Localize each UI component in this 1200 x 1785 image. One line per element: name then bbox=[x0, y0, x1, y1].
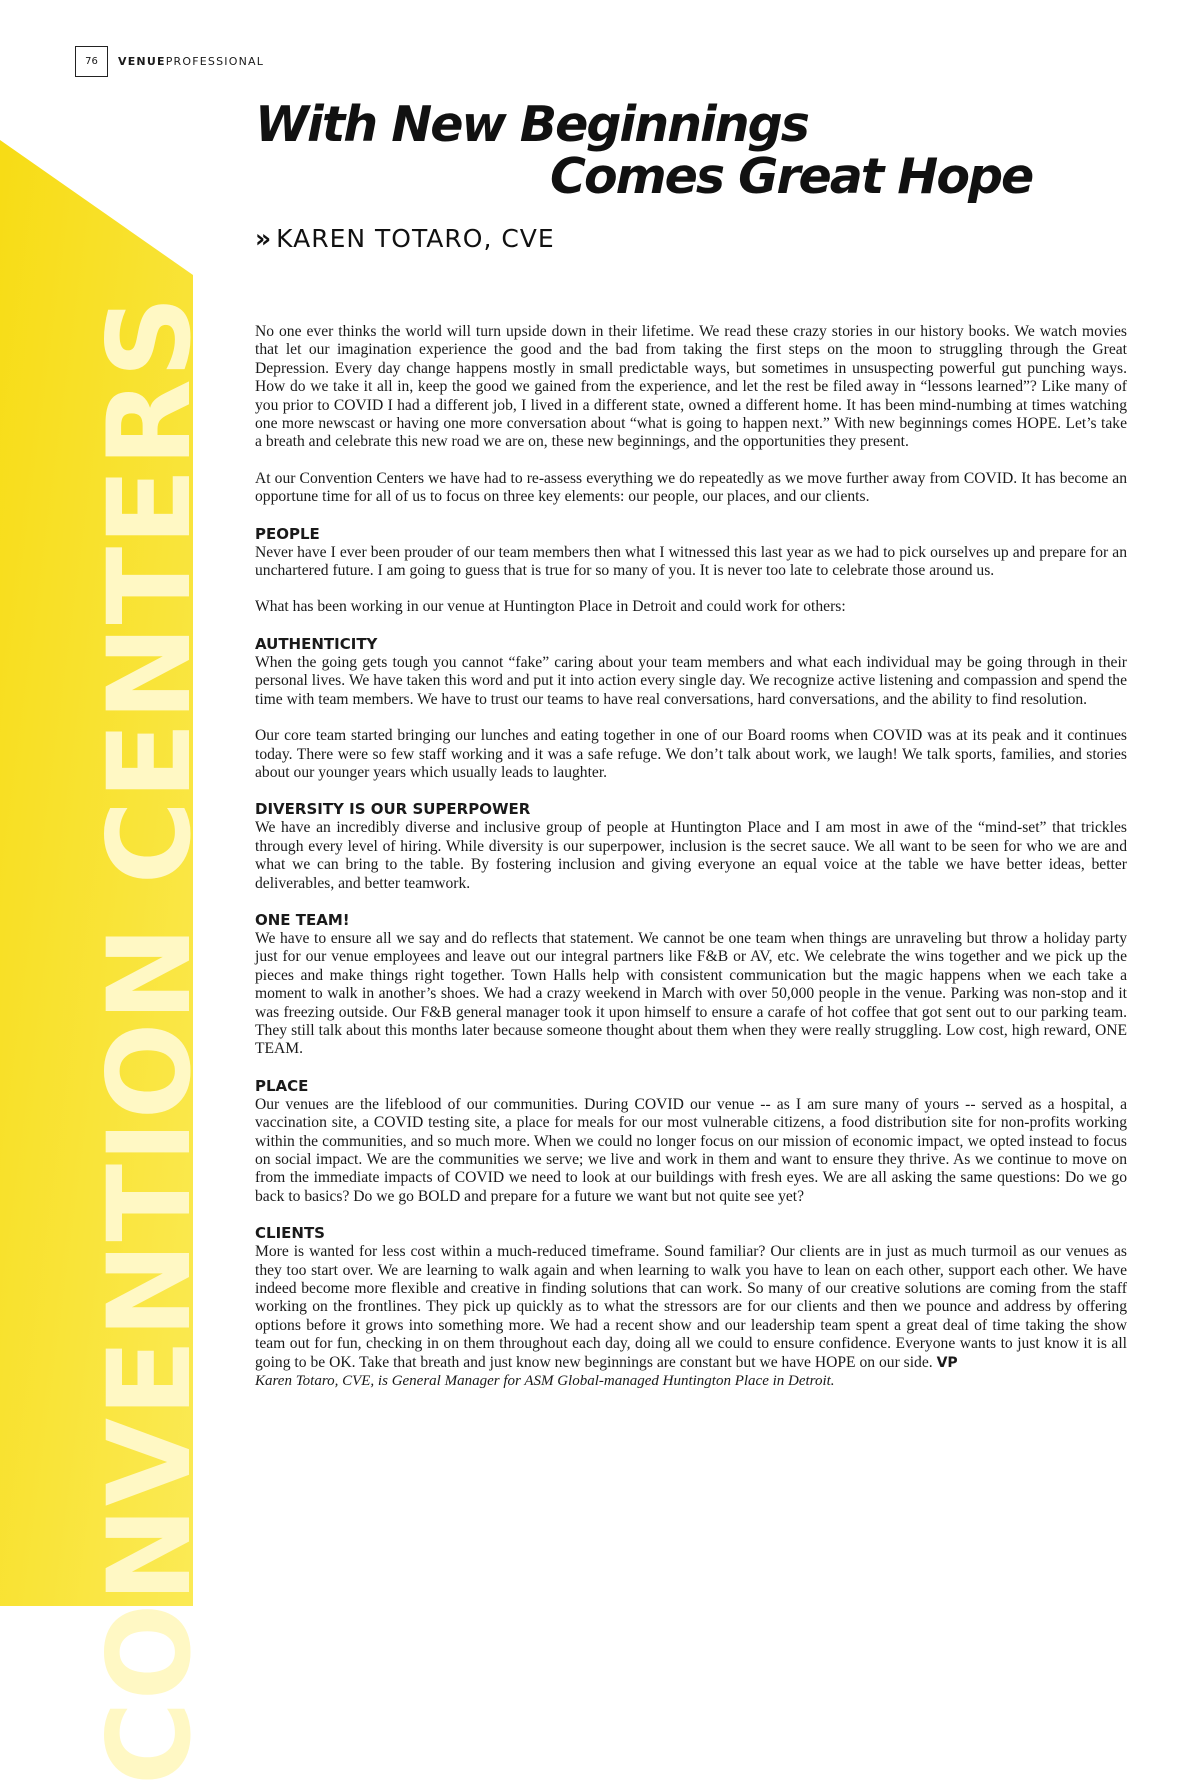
author-bio: Karen Totaro, CVE, is General Manager for ASM Global-managed Huntington Place in Detroit. bbox=[255, 1373, 835, 1390]
people-paragraph-2: What has been working in our venue at Huntington Place in Detroit and could work for others: bbox=[255, 598, 846, 616]
section-heading-place: PLACE bbox=[255, 1076, 309, 1095]
article-title-line-2: Comes Great Hope bbox=[550, 148, 1033, 205]
section-heading-diversity: DIVERSITY IS OUR SUPERPOWER bbox=[255, 800, 531, 819]
clients-paragraph-wrap bbox=[255, 1243, 1127, 1372]
article-title-line-1: With New Beginnings bbox=[255, 96, 808, 153]
section-heading-authenticity: AUTHENTICITY bbox=[255, 634, 378, 653]
section-heading-one-team: ONE TEAM! bbox=[255, 910, 350, 929]
intro-paragraph-1: No one ever thinks the world will turn upside down in their lifetime. We read these crazy stories in our history books. We watch movies that let our imagination experience the good and the bad from taking the first steps on the moon to struggling through the Great Depression. Every day change happens mostly in small predictable ways, but sometimes in unsuspecting powerful gut punching ways. How do we take it all in, keep the good we gained from the experience, and let the rest be filed away in “lessons learned”? Like many of you prior to COVID I had a different job, I lived in a different state, owned a different home. It has been mind-numbing at times watching one more newscast or having one more conversation about “what is going to happen next.” With new beginnings comes HOPE. Let’s take a breath and celebrate this new road we are on, these new beginnings, and the opportunities they present. bbox=[255, 323, 1127, 451]
section-heading-clients: CLIENTS bbox=[255, 1224, 325, 1243]
section-label-vertical: CONVENTION CENTERS bbox=[83, 294, 216, 1785]
people-paragraph-1: Never have I ever been prouder of our team members then what I witnessed this last year as we had to pick ourselves up and prepare for an unchartered future. I am going to guess that is true for so many of you. It is never too late to celebrate those around us. bbox=[255, 543, 1127, 580]
end-mark: VP bbox=[936, 1354, 958, 1371]
article-body bbox=[255, 323, 1127, 1408]
authenticity-paragraph-2: Our core team started bringing our lunches and eating together in one of our Board rooms when COVID was at its peak and it continues today. There were so few staff working and it was a safe refuge. We don’t talk about work, we laugh! We talk sports, families, and stories about our younger years which usually leads to laughter. bbox=[255, 727, 1127, 781]
authenticity-paragraph-1: When the going gets tough you cannot “fake” caring about your team members and what each individual may be going through in their personal lives. We have taken this word and put it into action every single day. We recognize active listening and compassion and spend the time with team members. We have to trust our teams to have real conversations, hard conversations, and the ability to find resolution. bbox=[255, 653, 1127, 708]
masthead bbox=[118, 55, 264, 68]
clients-paragraph: More is wanted for less cost within a much-reduced timeframe. Sound familiar? Our clients are in just as much turmoil as our venues as they too start over. We are learning to walk again and when learning to walk you have to lean on each other, support each other. We have indeed become more flexible and creative in finding solutions that can work. So many of our creative solutions are coming from the staff working on the frontlines. They pick up quickly as to what the stressors are for our clients and then we pounce and address by offering options before it grows into something more. We had a recent show and our leadership team spent a great deal of time taking the show team out for fun, checking in on them throughout each day, doing all we could to ensure confidence. Everyone wants to just know it is all going to be OK. Take that breath and just know new beginnings are constant but we have HOPE on our side. bbox=[255, 1243, 1127, 1371]
section-heading-people: PEOPLE bbox=[255, 524, 320, 543]
one-team-paragraph: We have to ensure all we say and do reflects that statement. We cannot be one team when things are unraveling but throw a holiday party just for our venue employees and leave out our integral partners like F&B or AV, etc. We celebrate the wins together and we pick up the pieces and make things right together. Town Halls help with consistent communication but the magic happens when we each take a moment to walk in another’s shoes. We had a crazy weekend in March with over 50,000 people in the venue. Parking was non-stop and it was freezing outside. Our F&B general manager took it upon himself to ensure a carafe of hot coffee that got sent out to our parking team. They still talk about this months later because someone thought about them when they were really struggling. Low cost, high reward, ONE TEAM. bbox=[255, 929, 1127, 1058]
masthead-brand-bold: VENUE bbox=[118, 55, 166, 68]
author-name: KAREN TOTARO, CVE bbox=[276, 224, 555, 253]
page-number: 76 bbox=[75, 46, 108, 77]
byline bbox=[255, 224, 555, 253]
diversity-paragraph: We have an incredibly diverse and inclusive group of people at Huntington Place and I am most in awe of the “mind-set” that trickles through every level of hiring. While diversity is our superpower, inclusion is the secret sauce. We all want to be seen for who we are and what we can bring to the table. By fostering inclusion and giving everyone an equal voice at the table we have better ideas, better deliverables, and better teamwork. bbox=[255, 819, 1127, 892]
intro-paragraph-2: At our Convention Centers we have had to re-assess everything we do repeatedly as we move further away from COVID. It has become an opportune time for all of us to focus on three key elements: our people, our places, and our clients. bbox=[255, 469, 1127, 506]
chevron-icon: » bbox=[255, 224, 273, 253]
place-paragraph: Our venues are the lifeblood of our communities. During COVID our venue -- as I am sure many of yours -- served as a hospital, a vaccination site, a COVID testing site, a place for meals for our most vulnerable citizens, a food distribution site for non-profits working within the communities, and so much more. When we could no longer focus on our mission of economic impact, we opted instead to focus on social impact. We are the communities we serve; we live and work in them and want to ensure they thrive. As we continue to move on from the immediate impacts of COVID we need to look at our buildings with fresh eyes. We are all asking the same questions: Do we go back to basics? Do we go BOLD and prepare for a future we want but not quite see yet? bbox=[255, 1095, 1127, 1205]
masthead-brand-regular: PROFESSIONAL bbox=[165, 55, 265, 68]
